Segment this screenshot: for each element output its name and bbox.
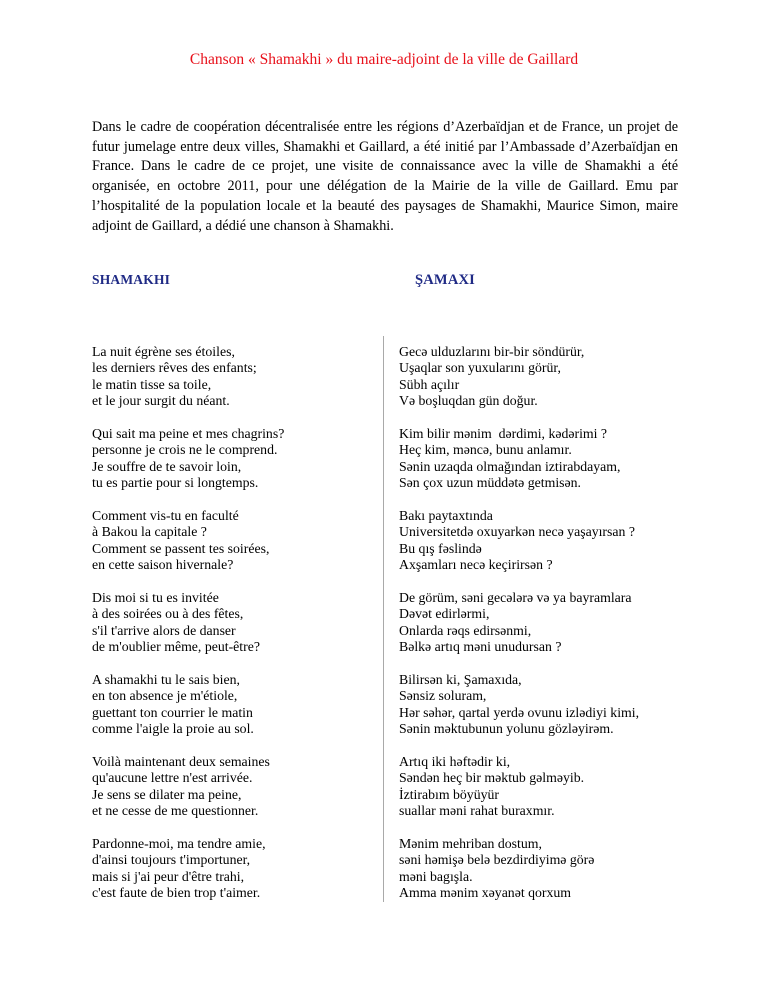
french-stanza <box>92 672 392 754</box>
verse-line: tu es partie pour si longtemps. <box>92 475 259 491</box>
verse-line: suallar məni rahat buraxmır. <box>399 803 555 819</box>
verse-line: comme l'aigle la proie au sol. <box>92 721 254 737</box>
verse-line: les derniers rêves des enfants; <box>92 360 257 376</box>
verse-line: Comment se passent tes soirées, <box>92 540 270 556</box>
verse-line: d'ainsi toujours t'importuner, <box>92 852 251 868</box>
verse-line: Pardonne-moi, ma tendre amie, <box>92 836 266 851</box>
verse-line: Voilà maintenant deux semaines <box>92 754 270 769</box>
verse-line: c'est faute de bien trop t'aimer. <box>92 885 261 901</box>
french-stanza <box>92 344 392 426</box>
verse-line: Bakı paytaxtında <box>399 508 493 523</box>
verse-line: Je souffre de te savoir loin, <box>92 458 242 474</box>
verse-line: De görüm, səni gecələrə və ya bayramlara <box>399 590 632 605</box>
verse-line: Onlarda rəqs edirsənmi, <box>399 622 532 638</box>
verse-line: Je sens se dilater ma peine, <box>92 786 242 802</box>
french-stanza <box>92 590 392 672</box>
french-column <box>92 344 392 918</box>
verse-line: à des soirées ou à des fêtes, <box>92 606 244 622</box>
verse-line: La nuit égrène ses étoiles, <box>92 344 235 359</box>
verse-line: İztirabım böyüyür <box>399 786 500 802</box>
verse-line: Bilirsən ki, Şamaxıda, <box>399 672 522 687</box>
verse-line: Mənim mehriban dostum, <box>399 836 542 851</box>
verse-line: Bu qış fəslində <box>399 540 482 556</box>
azeri-column <box>399 344 719 918</box>
intro-paragraph: Dans le cadre de coopération décentralisée entre les régions d’Azerbaïdjan et de France, un projet de futur jumelage entre deux villes, Shamakhi et Gaillard, a été initié par l’Ambassade d’Azerbaïdjan en France. Dans le cadre de ce projet, une visite de connaissance avec la ville de Shamakhi a été organisée, en octobre 2011, pour une délégation de la Mairie de la ville de Gaillard. Emu par l’hospitalité de la population locale et la beauté des paysages de Shamakhi, Maurice Simon, maire adjoint de Gaillard, a dédié une chanson à Shamakhi. <box>92 119 678 234</box>
verse-line: Səndən heç bir məktub gəlməyib. <box>399 770 585 786</box>
french-heading: SHAMAKHI <box>92 272 171 287</box>
verse-line: Comment vis-tu en faculté <box>92 508 239 523</box>
azeri-stanza <box>399 836 719 918</box>
azeri-heading: ŞAMAXI <box>415 272 476 288</box>
verse-line: s'il t'arrive alors de danser <box>92 622 236 638</box>
verse-line: guettant ton courrier le matin <box>92 704 253 720</box>
azeri-stanza <box>399 508 719 590</box>
verse-line: Dəvət edirlərmi, <box>399 606 490 622</box>
verse-line: Sənsiz soluram, <box>399 688 487 704</box>
verse-line: Sənin məktubunun yolunu gözləyirəm. <box>399 721 614 737</box>
verse-line: qu'aucune lettre n'est arrivée. <box>92 770 253 786</box>
azeri-stanza <box>399 672 719 754</box>
verse-line: et le jour surgit du néant. <box>92 393 230 409</box>
verse-line: Sübh açılır <box>399 376 460 392</box>
french-stanza <box>92 836 392 918</box>
verse-line: səni həmişə belə bezdirdiyimə görə <box>399 852 595 868</box>
verse-line: məni bagışla. <box>399 868 473 884</box>
verse-line: Uşaqlar son yuxularını görür, <box>399 360 561 376</box>
verse-line: Axşamları necə keçirirsən ? <box>399 557 553 573</box>
verse-line: personne je crois ne le comprend. <box>92 442 278 458</box>
azeri-stanza <box>399 426 719 508</box>
verse-line: Və boşluqdan gün doğur. <box>399 393 538 409</box>
verse-line: Amma mənim xəyanət qorxum <box>399 885 572 901</box>
verse-line: le matin tisse sa toile, <box>92 376 212 392</box>
verse-line: A shamakhi tu le sais bien, <box>92 672 240 687</box>
verse-line: à Bakou la capitale ? <box>92 524 207 540</box>
verse-line: Heç kim, məncə, bunu anlamır. <box>399 442 572 458</box>
azeri-stanza <box>399 590 719 672</box>
french-stanza <box>92 426 392 508</box>
page-title: Chanson « Shamakhi » du maire-adjoint de la ville de Gaillard <box>189 51 579 68</box>
verse-line: Sənin uzaqda olmağından iztirabdayam, <box>399 458 621 474</box>
verse-line: Artıq iki həftədir ki, <box>399 754 511 769</box>
french-stanza <box>92 754 392 836</box>
verse-line: mais si j'ai peur d'être trahi, <box>92 868 245 884</box>
azeri-stanza <box>399 754 719 836</box>
verse-line: de m'oublier même, peut-être? <box>92 639 260 655</box>
verse-line: en cette saison hivernale? <box>92 557 234 573</box>
verse-line: Kim bilir mənim dərdimi, kədərimi ? <box>399 426 608 441</box>
verse-line: Qui sait ma peine et mes chagrins? <box>92 426 285 441</box>
verse-line: et ne cesse de me questionner. <box>92 803 259 819</box>
verse-line: Bəlkə artıq məni unudursan ? <box>399 639 562 655</box>
verse-line: en ton absence je m'étiole, <box>92 688 238 704</box>
verse-line: Universitetdə oxuyarkən necə yaşayırsan ? <box>399 524 635 540</box>
azeri-stanza <box>399 344 719 426</box>
verse-line: Gecə ulduzlarını bir-bir söndürür, <box>399 344 585 359</box>
verse-line: Dis moi si tu es invitée <box>92 590 219 605</box>
verse-line: Sən çox uzun müddətə getmisən. <box>399 475 582 491</box>
french-stanza <box>92 508 392 590</box>
verse-line: Hər səhər, qartal yerdə ovunu izlədiyi kimi, <box>399 704 640 720</box>
